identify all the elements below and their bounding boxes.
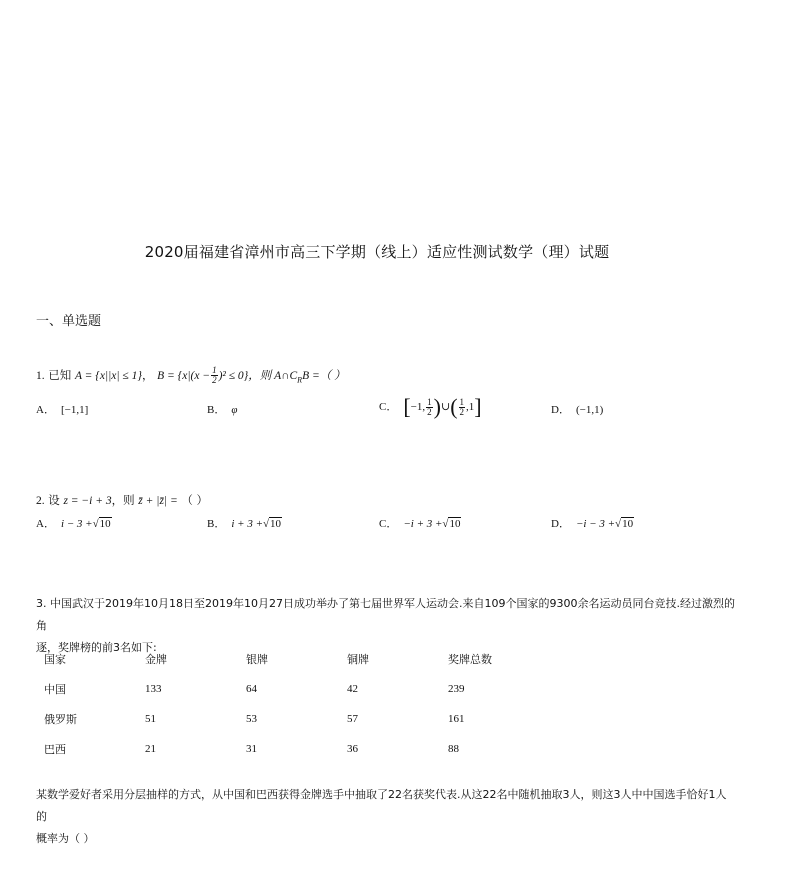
country-cell: 巴西 (44, 743, 66, 756)
total-cell: 239 (448, 683, 465, 695)
fraction-half (459, 398, 466, 417)
question-2 (36, 492, 208, 508)
question-number: 2. (36, 495, 45, 507)
q1-option-d[interactable] (551, 401, 603, 417)
table-row (44, 704, 549, 734)
column-header: 奖牌总数 (448, 653, 492, 666)
q2-option-a[interactable] (36, 515, 112, 531)
option-label: A． (36, 404, 55, 416)
table-row (44, 734, 549, 764)
answer-paren: （ ） (181, 493, 209, 507)
question-3-line-1: 3. 中国武汉于2019年10月18日至2019年10月27日成功举办了第七届世界军人运动会.来自109个国家的9300余名运动员同台竞技.经过激烈的角 (36, 597, 735, 632)
option-text: φ (231, 404, 238, 416)
bronze-cell: 36 (347, 743, 358, 755)
sqrt-icon: √ (263, 518, 270, 530)
column-header: 国家 (44, 653, 66, 666)
silver-cell: 31 (246, 743, 257, 755)
question-ask-end: B =（ ） (302, 370, 346, 382)
option-text-start: −1, (410, 401, 426, 413)
q1-option-c[interactable] (379, 394, 482, 420)
fraction-numerator: 1 (459, 396, 465, 407)
radicand: 10 (622, 518, 634, 530)
right-paren: ) (433, 394, 441, 419)
question-prefix: 设 (48, 493, 60, 507)
z-expression: z = −i + 3 (63, 495, 112, 507)
option-text: i + 3 + (231, 518, 263, 530)
union-symbol: ∪ (440, 401, 451, 413)
left-paren: ( (450, 394, 458, 419)
question-prefix: 已知 (48, 368, 72, 382)
column-header: 银牌 (246, 653, 268, 666)
option-label: B． (207, 518, 226, 530)
question-3-para-2: 概率为（ ） (36, 832, 95, 845)
fraction-half (426, 398, 433, 417)
fraction-denominator: 2 (427, 406, 432, 417)
sqrt-icon: √ (92, 518, 99, 530)
set-a-expression: A = {x||x| ≤ 1} (74, 370, 142, 382)
total-cell: 88 (448, 743, 459, 755)
question-ask: ，则 A∩C (248, 370, 298, 382)
set-b-expression-end: )² ≤ 0} (218, 370, 249, 382)
option-text: −i + 3 + (403, 518, 443, 530)
option-text: i − 3 + (60, 518, 93, 530)
sqrt-icon: √ (442, 518, 449, 530)
silver-cell: 64 (246, 683, 257, 695)
table-header-row (44, 644, 549, 674)
option-text: (−1,1) (575, 404, 604, 416)
question-1 (36, 366, 346, 385)
fraction-denominator: 2 (212, 375, 217, 385)
option-text: −i − 3 + (575, 518, 616, 530)
q1-option-a[interactable] (36, 401, 88, 417)
question-3-followup (36, 784, 736, 850)
option-text: [−1,1] (60, 404, 89, 416)
set-b-expression-start: B = {x|(x − (157, 370, 211, 382)
country-cell: 俄罗斯 (44, 713, 77, 726)
option-label: D． (551, 404, 570, 416)
question-ask: ，则 (111, 493, 135, 507)
country-cell: 中国 (44, 683, 66, 696)
total-cell: 161 (448, 713, 465, 725)
separator: ， (141, 368, 154, 382)
option-text-end: ,1 (466, 401, 475, 413)
page-title: 2020届福建省漳州市高三下学期（线上）适应性测试数学（理）试题 (144, 243, 610, 261)
q1-option-b[interactable] (207, 401, 237, 417)
q2-option-b[interactable] (207, 515, 282, 531)
q2-option-d[interactable] (551, 515, 634, 531)
fraction-denominator: 2 (459, 406, 465, 417)
question-3-para-1: 某数学爱好者采用分层抽样的方式，从中国和巴西获得金牌选手中抽取了22名获奖代表.从这22名中随机抽取3人，则这3人中中国选手恰好1人的 (36, 788, 727, 823)
radicand: 10 (270, 518, 282, 530)
right-bracket: ] (474, 394, 482, 419)
column-header: 铜牌 (347, 653, 369, 666)
fraction-numerator: 1 (212, 365, 217, 375)
sqrt-icon: √ (615, 518, 622, 530)
question-number: 1. (36, 370, 45, 382)
fraction-numerator: 1 (427, 396, 432, 407)
bronze-cell: 42 (347, 683, 358, 695)
q2-option-c[interactable] (379, 515, 461, 531)
left-bracket: [ (403, 394, 411, 419)
radicand: 10 (99, 518, 111, 530)
medal-table (44, 644, 549, 764)
silver-cell: 53 (246, 713, 257, 725)
fraction-half (211, 366, 218, 385)
conjugate-expression: z̄ + |z̄| = (138, 495, 178, 507)
option-label: D． (551, 518, 570, 530)
option-label: A． (36, 518, 55, 530)
option-label: C． (379, 401, 398, 413)
bronze-cell: 57 (347, 713, 358, 725)
question-3-line-2: 逐，奖牌榜的前3名如下: (36, 641, 157, 654)
gold-cell: 21 (145, 743, 156, 755)
option-label: B． (207, 404, 226, 416)
radicand: 10 (449, 518, 461, 530)
column-header: 金牌 (145, 653, 167, 666)
section-heading: 一、单选题 (36, 314, 102, 329)
option-label: C． (379, 518, 398, 530)
gold-cell: 51 (145, 713, 156, 725)
complement-subscript: R (297, 375, 303, 385)
table-row (44, 674, 549, 704)
gold-cell: 133 (145, 683, 162, 695)
